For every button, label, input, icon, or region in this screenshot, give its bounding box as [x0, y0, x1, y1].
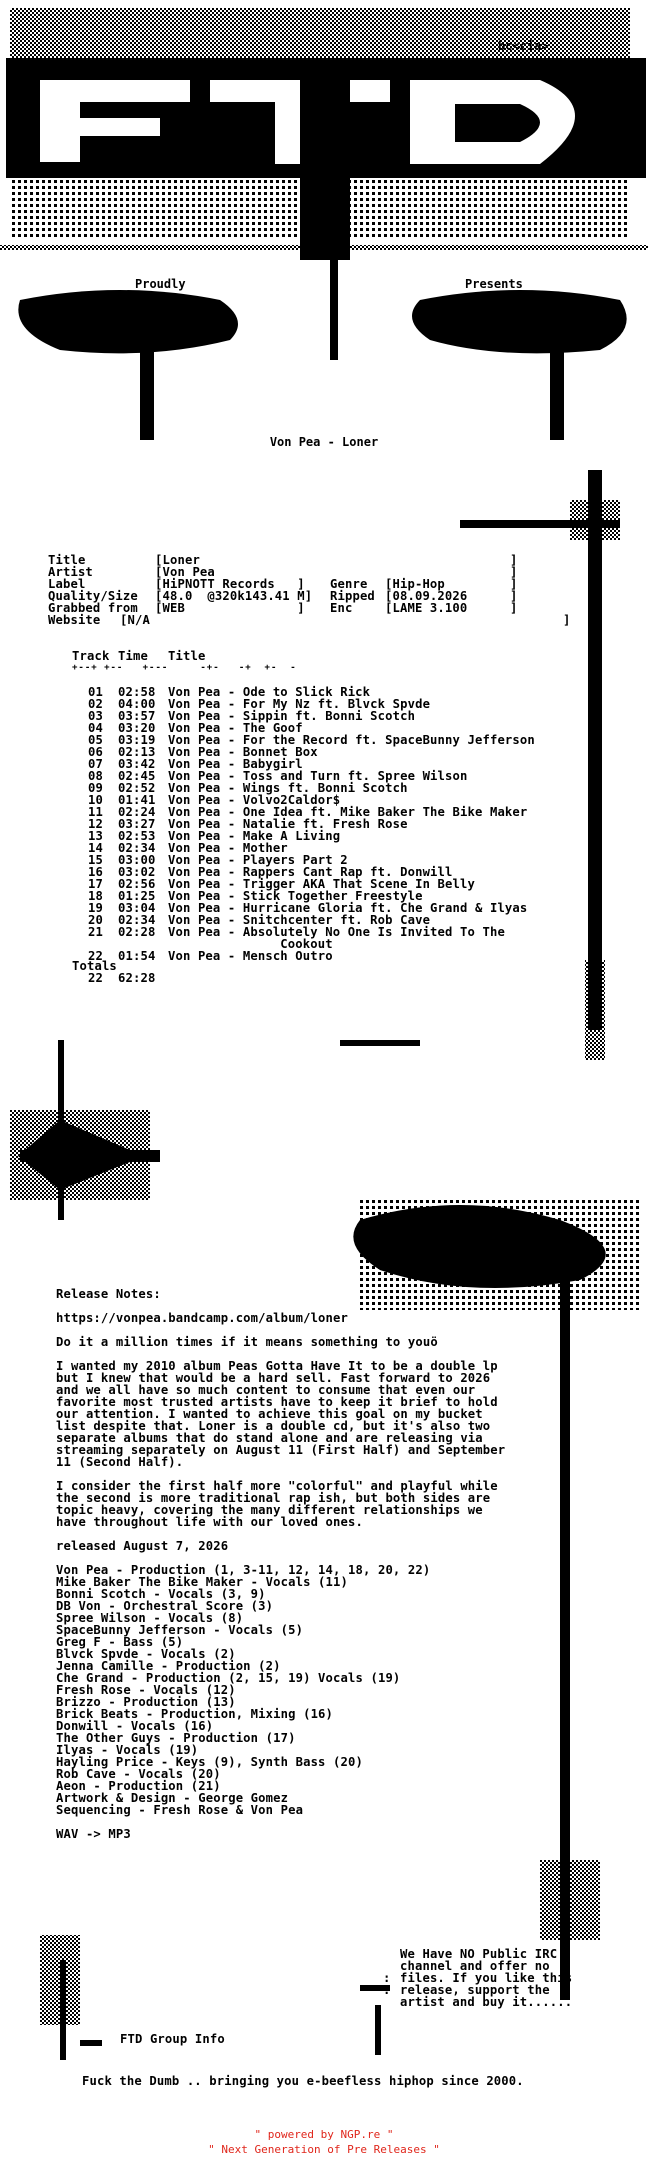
track-title: Von Pea - Wings ft. Bonni Scotch: [168, 781, 408, 795]
track-number: 20: [88, 913, 103, 927]
track-number: 19: [88, 901, 103, 915]
title-col-header: Title: [168, 649, 206, 663]
credit-line: DB Von - Orchestral Score (3): [56, 1599, 274, 1613]
credit-line: Sequencing - Fresh Rose & Von Pea: [56, 1803, 304, 1817]
footer-powered-by[interactable]: " powered by NGP.re ": [254, 2128, 394, 2141]
track-title: Von Pea - Absolutely No One Is Invited To The Cookout: [168, 925, 505, 951]
notes-paragraph-2: I consider the first half more "colorful" and playful while the second is more traditional rap ish, but both sides are topic heavy, covering the many different relationships we have throughout life with our loved ones.: [56, 1479, 498, 1529]
info-ripped-label: Ripped: [330, 589, 375, 603]
info-artist-label: Artist: [48, 565, 93, 579]
track-title: Von Pea - Bonnet Box: [168, 745, 318, 759]
info-bracket-right: ] ] ] ] ]: [510, 553, 518, 615]
track-number: 03: [88, 709, 103, 723]
track-title: Von Pea - The Goof: [168, 721, 303, 735]
irc-colon-marks: : :: [383, 1971, 391, 1997]
credit-line: SpaceBunny Jefferson - Vocals (5): [56, 1623, 304, 1637]
track-time: 03:57: [118, 709, 156, 723]
track-time: 02:52: [118, 781, 156, 795]
release-title: Von Pea - Loner: [269, 435, 379, 449]
release-tag: bc<cia>: [498, 39, 549, 53]
track-title: Von Pea - Volvo2Caldor$: [168, 793, 341, 807]
credit-line: Greg F - Bass (5): [56, 1635, 184, 1649]
info-genre-label: Genre: [330, 577, 368, 591]
proudly-text: Proudly: [135, 277, 186, 291]
cross-art-1: [460, 470, 620, 1060]
track-number: 11: [88, 805, 103, 819]
track-time: 02:45: [118, 769, 156, 783]
track-time: 02:24: [118, 805, 156, 819]
track-title: Von Pea - Players Part 2: [168, 853, 348, 867]
blob-art-right: [353, 1200, 640, 2000]
track-title: Von Pea - Stick Together Freestyle: [168, 889, 423, 903]
track-time: 02:34: [118, 913, 156, 927]
time-col-header: Time: [118, 649, 148, 663]
track-time: 03:00: [118, 853, 156, 867]
ftd-logo-art: [0, 8, 648, 440]
track-time: 01:41: [118, 793, 156, 807]
notes-heading: Release Notes:: [56, 1287, 161, 1301]
credit-line: Rob Cave - Vocals (20): [56, 1767, 221, 1781]
notes-released: released August 7, 2026: [56, 1539, 229, 1553]
credit-line: Blvck Spvde - Vocals (2): [56, 1647, 236, 1661]
info-ripped-value: [08.09.2026: [385, 589, 468, 603]
track-time: 03:42: [118, 757, 156, 771]
footer-tagline: " Next Generation of Pre Releases ": [208, 2143, 440, 2156]
info-title-value: [Loner: [155, 553, 200, 567]
track-number: 18: [88, 889, 103, 903]
track-number: 04: [88, 721, 103, 735]
credit-line: Donwill - Vocals (16): [56, 1719, 214, 1733]
track-time: 02:56: [118, 877, 156, 891]
track-number: 22: [88, 949, 103, 963]
notes-paragraph-1: I wanted my 2010 album Peas Gotta Have It to be a double lp but I knew that would be a hard sell. Fast forward to 2026 and we all have so much content to consume that even our favorite most trusted artists have to keep it brief to hold our attention. I wanted to achieve this goal on my bucket list despite that. Loner is a double cd, but it's also two separate albums that do stand alone and are releasing via streaming separately on August 11 (First Half) and September 11 (Second Half).: [56, 1359, 506, 1469]
notes-url[interactable]: https://vonpea.bandcamp.com/album/loner: [56, 1311, 349, 1325]
info-genre-value: [Hip-Hop: [385, 577, 445, 591]
track-title: Von Pea - Make A Living: [168, 829, 341, 843]
info-website-label: Website: [48, 613, 101, 627]
track-time: 01:54: [118, 949, 156, 963]
track-title: Von Pea - Mother: [168, 841, 288, 855]
credit-line: Brick Beats - Production, Mixing (16): [56, 1707, 334, 1721]
info-title-label: Title: [48, 553, 86, 567]
credit-line: Hayling Price - Keys (9), Synth Bass (20): [56, 1755, 363, 1769]
credit-line: Von Pea - Production (1, 3-11, 12, 14, 18, 20, 22): [56, 1563, 431, 1577]
credit-line: Spree Wilson - Vocals (8): [56, 1611, 244, 1625]
track-number: 07: [88, 757, 103, 771]
credit-line: Ilyas - Vocals (19): [56, 1743, 199, 1757]
track-title: Von Pea - Mensch Outro: [168, 949, 333, 963]
info-label-label: Label: [48, 577, 86, 591]
track-number: 21: [88, 925, 103, 939]
credit-line: Jenna Camille - Production (2): [56, 1659, 281, 1673]
track-title: Von Pea - Rappers Cant Rap ft. Donwill: [168, 865, 453, 879]
track-time: 02:58: [118, 685, 156, 699]
info-website-value: [N/A: [120, 613, 150, 627]
track-title: Von Pea - Hurricane Gloria ft. Che Grand & Ilyas: [168, 901, 528, 915]
credit-line: Brizzo - Production (13): [56, 1695, 236, 1709]
track-number: 09: [88, 781, 103, 795]
track-number: 06: [88, 745, 103, 759]
track-number: 08: [88, 769, 103, 783]
totals-tracks: 22: [88, 971, 103, 985]
track-time: 02:34: [118, 841, 156, 855]
track-title: Von Pea - Snitchcenter ft. Rob Cave: [168, 913, 431, 927]
track-title: Von Pea - Sippin ft. Bonni Scotch: [168, 709, 416, 723]
track-number: 14: [88, 841, 103, 855]
credit-line: Bonni Scotch - Vocals (3, 9): [56, 1587, 266, 1601]
track-number: 13: [88, 829, 103, 843]
track-col-header: Track: [72, 649, 110, 663]
info-enc-value: [LAME 3.100: [385, 601, 468, 615]
presents-text: Presents: [465, 277, 523, 291]
spike-art-left: [10, 1040, 420, 1220]
track-time: 02:28: [118, 925, 156, 939]
track-time: 03:19: [118, 733, 156, 747]
totals-time: 62:28: [118, 971, 156, 985]
notes-quote: Do it a million times if it means something to youö: [56, 1335, 438, 1349]
totals-label: Totals: [72, 959, 117, 973]
info-quality-value: [48.0 @320k143.41 M]: [155, 589, 313, 603]
info-enc-label: Enc: [330, 601, 353, 615]
info-label-value: [HiPNOTT Records ]: [155, 577, 305, 591]
track-time: 04:00: [118, 697, 156, 711]
info-grabbed-value: [WEB ]: [155, 601, 305, 615]
track-number: 01: [88, 685, 103, 699]
track-time: 03:20: [118, 721, 156, 735]
tracklist-rule: +--+ +-- +--- -+- -+ +- -: [72, 663, 297, 673]
track-time: 03:04: [118, 901, 156, 915]
track-title: Von Pea - For My Nz ft. Blvck Spvde: [168, 697, 431, 711]
track-title: Von Pea - Toss and Turn ft. Spree Wilson: [168, 769, 468, 783]
track-time: 03:27: [118, 817, 156, 831]
track-number: 10: [88, 793, 103, 807]
track-time: 01:25: [118, 889, 156, 903]
notes-format: WAV -> MP3: [56, 1827, 131, 1841]
credit-line: Artwork & Design - George Gomez: [56, 1791, 289, 1805]
info-grabbed-label: Grabbed from: [48, 601, 138, 615]
track-time: 03:02: [118, 865, 156, 879]
info-bracket-right-website: ]: [563, 613, 571, 627]
track-title: Von Pea - Babygirl: [168, 757, 303, 771]
track-number: 02: [88, 697, 103, 711]
track-number: 05: [88, 733, 103, 747]
credit-line: Aeon - Production (21): [56, 1779, 221, 1793]
credit-line: Che Grand - Production (2, 15, 19) Vocals (19): [56, 1671, 401, 1685]
track-title: Von Pea - Trigger AKA That Scene In Belly: [168, 877, 475, 891]
track-number: 12: [88, 817, 103, 831]
track-title: Von Pea - Ode to Slick Rick: [168, 685, 371, 699]
track-title: Von Pea - For the Record ft. SpaceBunny Jefferson: [168, 733, 535, 747]
track-number: 17: [88, 877, 103, 891]
slogan: Fuck the Dumb .. bringing you e-beefless hiphop since 2000.: [82, 2074, 524, 2088]
credit-line: The Other Guys - Production (17): [56, 1731, 296, 1745]
track-time: 02:53: [118, 829, 156, 843]
track-title: Von Pea - One Idea ft. Mike Baker The Bike Maker: [168, 805, 528, 819]
group-info: FTD Group Info: [120, 2032, 225, 2046]
info-artist-value: [Von Pea: [155, 565, 215, 579]
irc-notice: We Have NO Public IRC channel and offer no files. If you like this release, support the artist and buy it......: [400, 1947, 573, 2009]
info-quality-label: Quality/Size: [48, 589, 138, 603]
credit-line: Fresh Rose - Vocals (12): [56, 1683, 236, 1697]
track-time: 02:13: [118, 745, 156, 759]
track-number: 15: [88, 853, 103, 867]
track-title: Von Pea - Natalie ft. Fresh Rose: [168, 817, 408, 831]
track-number: 16: [88, 865, 103, 879]
credit-line: Mike Baker The Bike Maker - Vocals (11): [56, 1575, 349, 1589]
